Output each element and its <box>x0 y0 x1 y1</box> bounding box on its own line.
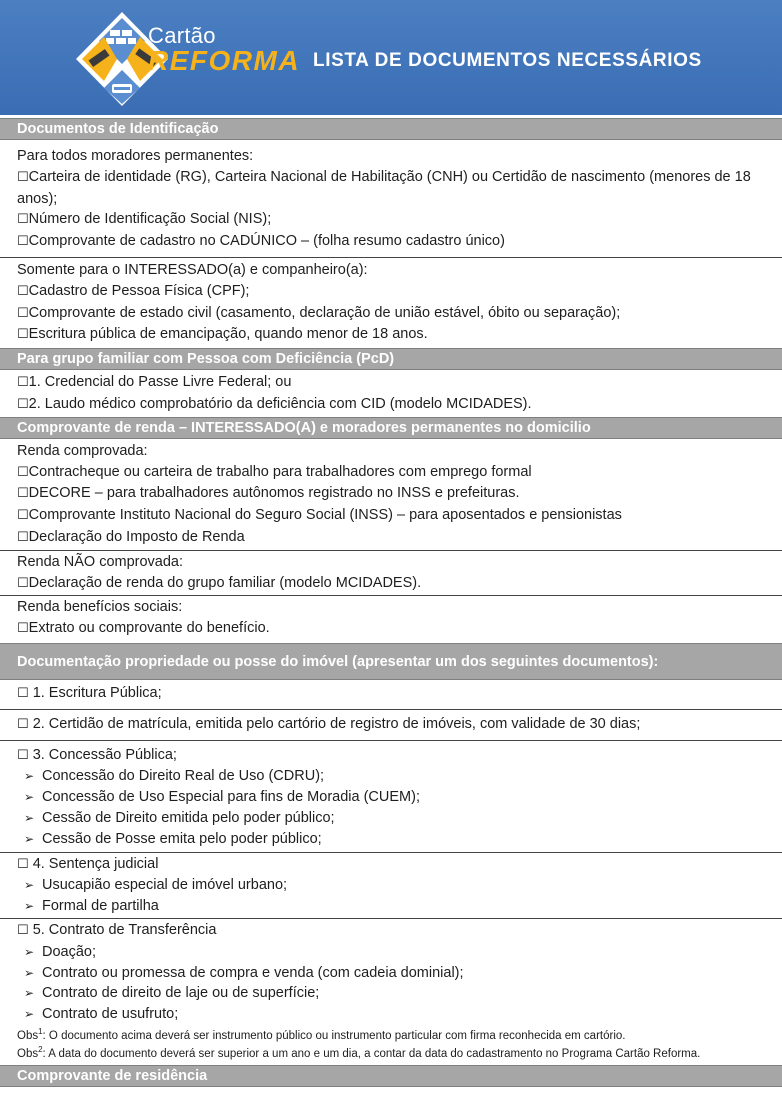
obs-text: : A data do documento deverá ser superior a um ano e um dia, a contar da data do cadastramento no Programa Cartão Reforma. <box>42 1048 701 1061</box>
checklist-item-label: 2. Laudo médico comprobatório da deficiência com CID (modelo MCIDADES). <box>28 395 532 412</box>
checklist-item-label: Escritura pública de emancipação, quando menor de 18 anos. <box>28 326 428 343</box>
checklist-item[interactable] <box>0 281 782 303</box>
checklist-item-label: Declaração do Imposto de Renda <box>28 528 245 545</box>
checklist-item[interactable] <box>0 483 782 505</box>
sub-item-label: Contrato de direito de laje ou de superfície; <box>42 985 320 1002</box>
brand-top-text: Cartão <box>148 23 216 48</box>
checkbox-icon[interactable]: ☐ <box>17 856 29 872</box>
checklist-item-label: Comprovante de estado civil (casamento, declaração de união estável, óbito ou separação); <box>28 304 621 321</box>
checklist-item-label: Extrato ou comprovante do benefício. <box>28 620 270 637</box>
arrow-bullet-icon: ➢ <box>24 810 35 825</box>
checkbox-icon[interactable]: ☐ <box>17 234 29 250</box>
checklist-item-label: Cadastro de Pessoa Física (CPF); <box>28 282 250 299</box>
checklist-item[interactable] <box>0 573 782 595</box>
checkbox-icon[interactable]: ☐ <box>17 685 29 701</box>
sub-item <box>0 787 782 808</box>
checklist-item-label: 1. Credencial do Passe Livre Federal; ou <box>28 374 292 391</box>
sub-item <box>0 942 782 963</box>
checklist-item-label: 2. Certidão de matrícula, emitida pelo cartório de registro de imóveis, com validade de 30 dias; <box>32 715 641 732</box>
checklist-item-label: Comprovante de cadastro no CADÚNICO – (folha resumo cadastro único) <box>28 233 505 250</box>
section-header-renda: Comprovante de renda – INTERESSADO(A) e moradores permanentes no domicilio <box>0 417 782 439</box>
checklist-item[interactable] <box>0 714 782 736</box>
group-intro: Renda benefícios sociais: <box>17 599 183 616</box>
checkbox-icon[interactable]: ☐ <box>17 212 29 228</box>
sub-item-label: Contrato de usufruto; <box>42 1006 179 1023</box>
arrow-bullet-icon: ➢ <box>24 986 35 1001</box>
document-body <box>0 115 782 1087</box>
sub-item <box>0 963 782 984</box>
arrow-bullet-icon: ➢ <box>24 899 35 914</box>
obs-label: Obs <box>17 1048 39 1061</box>
sub-item-label: Formal de partilha <box>42 898 159 915</box>
footnote-obs1 <box>0 1025 782 1043</box>
checkbox-icon[interactable]: ☐ <box>17 529 29 545</box>
group-prop-3 <box>0 741 782 853</box>
checkbox-icon[interactable]: ☐ <box>17 169 29 185</box>
checklist-item[interactable] <box>0 854 782 876</box>
checklist-item-label: 3. Concessão Pública; <box>32 746 177 763</box>
sub-item-label: Doação; <box>42 943 97 960</box>
checklist-item[interactable] <box>0 167 782 210</box>
group-renda-comprovada <box>0 439 782 551</box>
checkbox-icon[interactable]: ☐ <box>17 922 29 938</box>
sub-item-label: Usucapião especial de imóvel urbano; <box>42 877 288 894</box>
checklist-item-label: Comprovante Instituto Nacional do Seguro Social (INSS) – para aposentados e pensionistas <box>28 507 622 524</box>
group-pcd <box>0 370 782 417</box>
checklist-item-label: Declaração de renda do grupo familiar (modelo MCIDADES). <box>28 574 422 591</box>
checklist-item[interactable] <box>0 683 782 705</box>
section-header-residencia: Comprovante de residência <box>0 1065 782 1087</box>
group-intro: Renda comprovada: <box>17 442 148 459</box>
arrow-bullet-icon: ➢ <box>24 769 35 784</box>
checklist-item-label: DECORE – para trabalhadores autônomos registrado no INSS e prefeituras. <box>28 485 520 502</box>
sub-item-label: Contrato ou promessa de compra e venda (com cadeia dominial); <box>42 964 464 981</box>
arrow-bullet-icon: ➢ <box>24 831 35 846</box>
checklist-item[interactable] <box>0 462 782 484</box>
checkbox-icon[interactable]: ☐ <box>17 575 29 591</box>
group-moradores <box>0 140 782 258</box>
sub-item <box>0 896 782 917</box>
arrow-bullet-icon: ➢ <box>24 878 35 893</box>
sub-item-label: Concessão de Uso Especial para fins de Moradia (CUEM); <box>42 789 420 806</box>
page-title: LISTA DE DOCUMENTOS NECESSÁRIOS <box>313 50 702 71</box>
obs-label: Obs <box>17 1029 39 1042</box>
checklist-item[interactable] <box>0 372 782 394</box>
checkbox-icon[interactable]: ☐ <box>17 486 29 502</box>
group-renda-nao-comprovada <box>0 551 782 597</box>
group-prop-1 <box>0 680 782 710</box>
sub-item-label: Cessão de Direito emitida pelo poder público; <box>42 809 335 826</box>
checklist-item[interactable] <box>0 394 782 416</box>
group-renda-beneficios <box>0 596 782 643</box>
sub-item <box>0 808 782 829</box>
section-header-pcd: Para grupo familiar com Pessoa com Deficiência (PcD) <box>0 348 782 370</box>
checkbox-icon[interactable]: ☐ <box>17 396 29 412</box>
sub-item-label: Cessão de Posse emita pelo poder público; <box>42 830 322 847</box>
sub-item <box>0 875 782 896</box>
checklist-item[interactable] <box>0 745 782 767</box>
checkbox-icon[interactable]: ☐ <box>17 305 29 321</box>
sub-item <box>0 829 782 850</box>
checklist-item-label: Contracheque ou carteira de trabalho para trabalhadores com emprego formal <box>28 463 532 480</box>
obs-sup: 1 <box>38 1026 43 1036</box>
group-prop-5 <box>0 919 782 1065</box>
group-prop-2 <box>0 710 782 741</box>
checkbox-icon[interactable]: ☐ <box>17 327 29 343</box>
group-intro: Renda NÃO comprovada: <box>17 553 184 570</box>
checklist-item-label: 4. Sentença judicial <box>32 855 159 872</box>
sub-item <box>0 983 782 1004</box>
group-interessado <box>0 258 782 348</box>
group-intro: Somente para o INTERESSADO(a) e companheiro(a): <box>17 261 368 278</box>
checkbox-icon[interactable]: ☐ <box>17 464 29 480</box>
checklist-item-label: 5. Contrato de Transferência <box>32 921 217 938</box>
checkbox-icon[interactable]: ☐ <box>17 747 29 763</box>
sub-item <box>0 1004 782 1025</box>
checklist-item[interactable] <box>0 324 782 346</box>
sub-item <box>0 766 782 787</box>
checklist-item[interactable] <box>0 527 782 549</box>
checklist-item[interactable] <box>0 920 782 942</box>
brand-bottom-text: REFORMA <box>148 45 301 76</box>
checklist-item[interactable] <box>0 505 782 527</box>
checkbox-icon[interactable]: ☐ <box>17 283 29 299</box>
checklist-item-label: 1. Escritura Pública; <box>32 684 162 701</box>
obs-text: : O documento acima deverá ser instrumento público ou instrumento particular com firma reconhecida em cartório. <box>42 1029 626 1042</box>
arrow-bullet-icon: ➢ <box>24 965 35 980</box>
arrow-bullet-icon: ➢ <box>24 944 35 959</box>
arrow-bullet-icon: ➢ <box>24 790 35 805</box>
section-header-identificacao: Documentos de Identificação <box>0 118 782 140</box>
checklist-item-label: Carteira de identidade (RG), Carteira Nacional de Habilitação (CNH) ou Certidão de nascimento (menores de 18 anos); <box>17 168 751 207</box>
group-intro: Para todos moradores permanentes: <box>17 148 254 164</box>
arrow-bullet-icon: ➢ <box>24 1007 35 1022</box>
obs-sup: 2 <box>38 1045 43 1055</box>
checklist-item[interactable] <box>0 618 782 640</box>
checklist-item-label: Número de Identificação Social (NIS); <box>28 211 272 228</box>
group-prop-4 <box>0 853 782 919</box>
checkbox-icon[interactable]: ☐ <box>17 508 29 524</box>
section-header-propriedade: Documentação propriedade ou posse do imóvel (apresentar um dos seguintes documentos): <box>0 643 782 680</box>
checkbox-icon[interactable]: ☐ <box>17 621 29 637</box>
checkbox-icon[interactable]: ☐ <box>17 375 29 391</box>
header-banner <box>0 0 782 115</box>
checklist-item[interactable] <box>0 231 782 253</box>
checkbox-icon[interactable]: ☐ <box>17 716 29 732</box>
sub-item-label: Concessão do Direito Real de Uso (CDRU); <box>42 768 325 785</box>
footnote-obs2 <box>0 1043 782 1061</box>
checklist-item[interactable] <box>0 209 782 231</box>
checklist-item[interactable] <box>0 303 782 325</box>
